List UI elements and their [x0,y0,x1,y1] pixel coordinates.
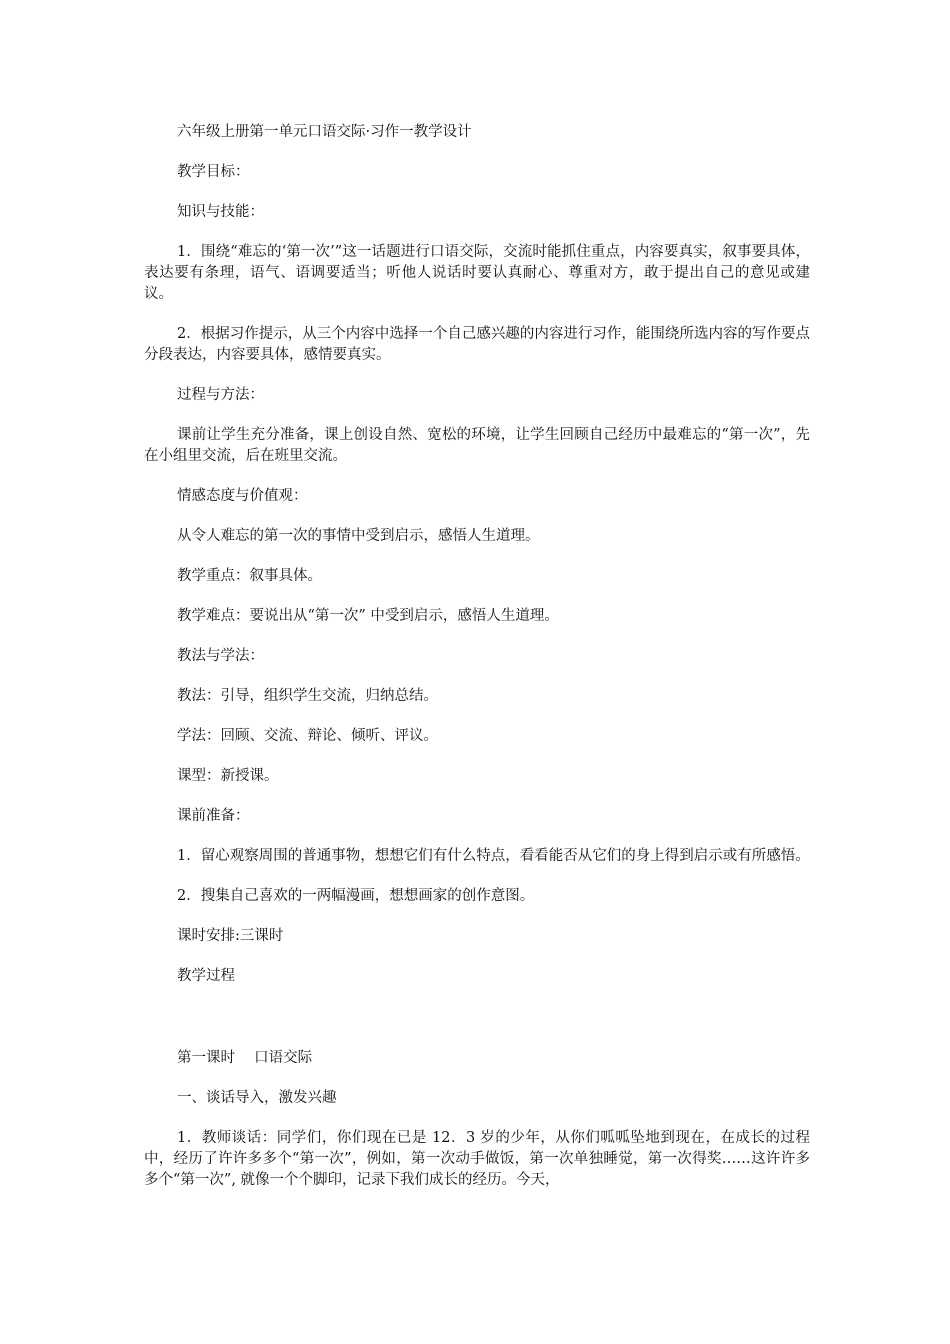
paragraph: 2．搜集自己喜欢的一两幅漫画，想想画家的创作意图。 [177,888,535,904]
paragraph: 课前准备： [177,808,250,824]
paragraph: 从令人难忘的第一次的事情中受到启示，感悟人生道理。 [177,528,540,544]
paragraph: 课前让学生充分准备，课上创设自然、宽松的环境，让学生回顾自己经历中最难忘的“第一次”，先在小组里交流，后在班里交流。 [144,427,810,464]
paragraph: 1．围绕“难忘的‘第一次’”这一话题进行口语交际，交流时能抓住重点，内容要真实，叙事要具体，表达要有条理，语气、语调要适当；听他人说话时要认真耐心、尊重对方，敢于提出自己的意见或建议。 [144,244,810,302]
paragraph: 教学重点：叙事具体。 [177,568,322,584]
paragraph: 课时安排:三课时 [177,928,284,944]
paragraph: 教法：引导，组织学生交流，归纳总结。 [177,688,438,704]
paragraph: 情感态度与价值观： [177,488,308,504]
section-heading: 第一课时 口语交际 [177,1050,313,1066]
paragraph: 教学难点：要说出从“第一次” 中受到启示，感悟人生道理。 [177,608,559,624]
document-title: 六年级上册第一单元口语交际·习作一教学设计 [177,124,472,140]
paragraph: 课型：新授课。 [177,768,279,784]
paragraph: 1．留心观察周围的普通事物，想想它们有什么特点，看看能否从它们的身上得到启示或有所感悟。 [177,848,810,864]
paragraph: 过程与方法： [177,387,264,403]
paragraph: 教学过程 [177,968,235,984]
paragraph: 教法与学法： [177,648,264,664]
paragraph: 2．根据习作提示，从三个内容中选择一个自己感兴趣的内容进行习作，能围绕所选内容的写作要点分段表达，内容要具体，感情要真实。 [144,326,810,363]
paragraph: 教学目标： [177,164,250,180]
paragraph: 1．教师谈话：同学们，你们现在已是 12．3 岁的少年，从你们呱呱坠地到现在，在成长的过程中，经历了许许多多个“第一次”，例如，第一次动手做饭，第一次单独睡觉，第一次得奖……这许许多多个“第一次”, 就像一个个脚印，记录下我们成长的经历。今天， [144,1130,810,1188]
blank-space [144,1006,810,1048]
document-body [144,122,810,1210]
paragraph: 学法：回顾、交流、辩论、倾听、评议。 [177,728,438,744]
paragraph: 一、谈话导入，激发兴趣 [177,1090,337,1106]
paragraph: 知识与技能： [177,204,264,220]
